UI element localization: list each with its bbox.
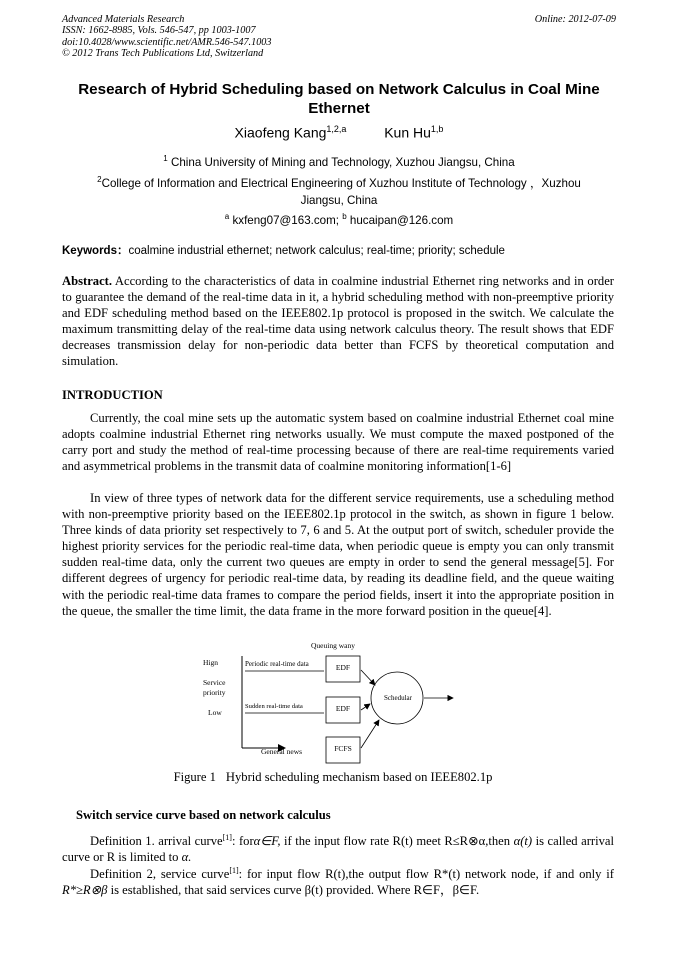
email-sup: a [224, 212, 230, 221]
queue-input-label: Periodic real-time data [245, 660, 309, 668]
doi-line: doi:10.4028/www.scientific.net/AMR.546-547.1003 [62, 36, 272, 48]
email-sup: b [342, 212, 347, 221]
citation: [1] [222, 833, 232, 842]
def-text: is established, that said services curve β(t) provided. Where R∈F，β∈F. [107, 883, 480, 898]
def-text: Definition 2, service curve [90, 867, 230, 882]
author-sup: 1,b [430, 124, 444, 134]
def-text: is called arrival curve or R is limited to [62, 834, 614, 865]
affiliation-1 [62, 150, 616, 171]
def-text: : for input flow R(t),the output flow R*(t) network node, if and only if [238, 867, 614, 882]
online-date: Online: 2012-07-09 [534, 14, 616, 25]
caption-number: Figure 1 [173, 770, 216, 784]
def-text: if the input flow rate R(t) meet R≤R⊗α,then [280, 834, 514, 849]
def-text: Definition 1. arrival curve [90, 834, 223, 849]
def-math: α(t) [513, 834, 533, 849]
citation: [1] [229, 866, 239, 875]
affiliation-2 [75, 171, 603, 209]
priority-label: priority [203, 688, 226, 697]
abstract-label: Abstract. [62, 274, 113, 288]
author-sup: 1,2,a [326, 124, 347, 134]
service-label: Service [203, 678, 226, 687]
keywords-text: coalmine industrial ethernet; network calculus; real-time; priority; schedule [128, 245, 505, 257]
keywords-label: Keywords： [62, 245, 129, 257]
affiliation-text: China University of Mining and Technology, Xuzhou Jiangsu, China [170, 155, 515, 169]
queue-box-label: EDF [335, 663, 351, 672]
high-label: Hign [203, 658, 218, 667]
author-name: Xiaofeng Kang [234, 124, 327, 141]
definition-2 [62, 863, 614, 898]
keywords [62, 242, 622, 258]
affiliation-text: College of Information and Electrical Engineering of Xuzhou Institute of Technology ，Xuzhou Jiangsu, China [101, 176, 581, 207]
section-heading-introduction: INTRODUCTION [62, 388, 163, 402]
email-a: kxfeng07@163.com; [232, 213, 339, 227]
def-text: : for [231, 834, 254, 849]
intro-paragraph-1: Currently, the coal mine sets up the automatic system based on coalmine industrial Ethernet coal mine adopts coalmine industrial Ethernet ring networks usually. We must compute the maxed postponed of the carry port and study the method of real-time processing because of there are real-time requirements varied and asymmetrical problems in the transmit data of coalmine monitoring information[1-6] [62, 411, 614, 474]
scheduler-arrow [361, 670, 375, 685]
abstract-text: According to the characteristics of data in coalmine industrial Ethernet ring networks and in order to guarantee the demand of the real-time data in it, a hybrid scheduling method with non-preemptive priority and EDF scheduling method based on the IEEE802.1p protocol is proposed in the switch. We calculate the maximum transmitting delay of the real-time data using network calculus theory. The result shows that EDF decreases transmission delay for non-periodic data better than FCFS by theoretical computation and simulation. [62, 274, 614, 369]
intro-paragraph-2: In view of three types of network data for the different service requirements, use a scheduling method with non-preemptive priority based on the IEEE802.1p protocol in the switch, as shown in figure 1 below. Three kinds of data priority set respectively to 7, 6 and 5. At the output port of switch, scheduler provide the highest priority services for the periodic real-time data, when periodic queue is empty you can only transmit sudden real-time data, only the current two queues are empty in order to send the general message[5]. For different degrees of urgency for periodic real-time data, by reading its deadline field, and the queue waiting with the periodic real-time data frames to compare the period fields, insert it into the appropriate position in the queue, the smaller the time limit, the data frame in the more forward position in the queue[4]. [62, 491, 614, 618]
journal-header [62, 14, 271, 60]
caption-text: Hybrid scheduling mechanism based on IEEE802.1p [225, 770, 493, 784]
def-math: R*≥R⊗β [62, 883, 108, 898]
definition-1 [62, 830, 614, 865]
affiliation-sup: 2 [97, 175, 102, 184]
paper-title: Research of Hybrid Scheduling based on Network Calculus in Coal Mine Ethernet [78, 81, 600, 117]
queue-input-label: General news [261, 747, 303, 756]
scheduler-label: Schedular [384, 694, 412, 702]
copyright-line: © 2012 Trans Tech Publications Ltd, Switzerland [62, 48, 264, 60]
scheduler-arrow [361, 704, 370, 710]
email-line [62, 208, 616, 229]
issn-line: ISSN: 1662-8985, Vols. 546-547, pp 1003-1007 [62, 25, 256, 37]
author-name: Kun Hu [384, 124, 431, 141]
affiliation-sup: 1 [163, 154, 168, 163]
scheduler-arrow [361, 720, 379, 748]
figure-1-diagram [195, 636, 485, 766]
author-list [62, 124, 616, 141]
queue-input-label: Sudden real-time data [245, 703, 303, 710]
queue-box-label: FCFS [334, 744, 352, 753]
section-heading-switch-service-curve: Switch service curve based on network calculus [76, 808, 331, 822]
queuing-label: Queuing wany [311, 641, 355, 650]
figure-1-caption [62, 770, 614, 785]
email-b: hucaipan@126.com [349, 213, 454, 227]
def-math: α∈F, [253, 834, 281, 849]
journal-name: Advanced Materials Research [62, 14, 185, 25]
abstract [62, 273, 614, 370]
low-label: Low [208, 708, 222, 717]
queue-box-label: EDF [335, 704, 351, 713]
def-math: α. [181, 850, 192, 865]
